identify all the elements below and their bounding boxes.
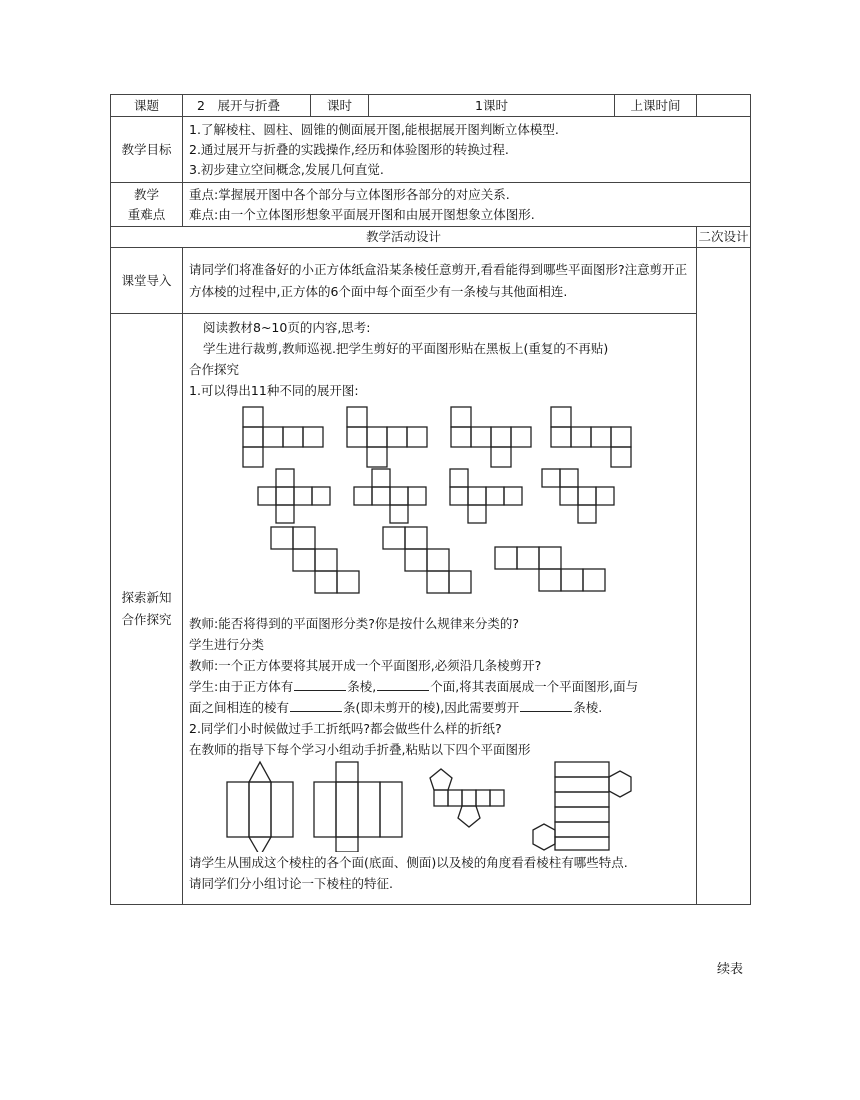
blank-cut-edges[interactable]: [520, 699, 572, 712]
key-points-label: 教学 重难点: [111, 183, 183, 227]
goals-content: [183, 117, 751, 183]
second-design-heading: 二次设计: [697, 227, 751, 248]
nets-intro: 1.可以得出11种不同的展开图:: [189, 383, 359, 398]
intro-label: 课堂导入: [111, 248, 183, 314]
cube-net-1: [243, 407, 323, 467]
lesson-plan-table: [110, 94, 751, 905]
cooperation-heading: 合作探究: [189, 362, 240, 377]
key-points-row: [111, 183, 751, 227]
period-label: 课时: [311, 95, 369, 117]
intro-text: 请同学们将准备好的小正方体纸盒沿某条棱任意剪开,看看能得到哪些平面图形?注意剪开正方体棱的过程中,正方体的6个面中每个面至少有一条棱与其他面相连.: [183, 248, 697, 314]
teacher-question-1: 教师:能否将得到的平面图形分类?你是按什么规律来分类的?: [189, 616, 519, 631]
cube-nets-svg: [189, 401, 669, 613]
group-discussion-prompt: 请同学们分小组讨论一下棱柱的特征.: [189, 876, 393, 891]
prism-nets-svg: [189, 760, 669, 852]
goals-label: 教学目标: [111, 117, 183, 183]
cube-net-4: [551, 407, 631, 467]
cube-net-10: [383, 527, 471, 593]
topic-value: 2 展开与折叠: [183, 95, 311, 117]
activity-design-heading: 教学活动设计: [111, 227, 697, 248]
cube-net-2: [347, 407, 427, 467]
triangular-prism-net: [227, 762, 293, 852]
teacher-question-2: 教师:一个正方体要将其展开成一个平面图形,必须沿几条棱剪开?: [189, 658, 542, 673]
blank-faces[interactable]: [377, 678, 429, 691]
cube-net-8: [542, 469, 614, 523]
blank-connected-edges[interactable]: [290, 699, 342, 712]
continued-label: 续表: [716, 962, 743, 977]
cube-nets-figure: [189, 401, 690, 613]
goal-item: 1.了解棱柱、圆柱、圆锥的侧面展开图,能根据展开图判断立体模型.: [189, 121, 559, 137]
goal-item: 3.初步建立空间概念,发展几何直觉.: [189, 161, 384, 177]
group-folding-instruction: 在教师的指导下每个学习小组动手折叠,粘贴以下四个平面图形: [189, 742, 531, 757]
cube-net-9: [271, 527, 359, 593]
reading-line: 阅读教材8~10页的内容,思考:: [203, 320, 371, 335]
second-design-cell: [697, 248, 751, 905]
goals-row: [111, 117, 751, 183]
time-value: [697, 95, 751, 117]
header-row: [111, 95, 751, 117]
hexagonal-prism-net: [533, 762, 631, 850]
design-header-row: [111, 227, 751, 248]
explore-label: 探索新知 合作探究: [111, 314, 183, 905]
cube-net-11: [495, 547, 605, 591]
student-answer-line-2: 面之间相连的棱有 条(即未剪开的棱),因此需要剪开 条棱.: [189, 700, 603, 715]
difficulty-text: 难点:由一个立体图形想象平面展开图和由展开图想象立体图形.: [189, 206, 535, 222]
cube-net-3: [451, 407, 531, 467]
topic-label: 课题: [111, 95, 183, 117]
focus-text: 重点:掌握展开图中各个部分与立体图形各部分的对应关系.: [189, 186, 510, 202]
explore-row: [111, 314, 751, 905]
prism-nets-figure: [189, 760, 690, 852]
pentagonal-prism-net: [430, 769, 504, 827]
key-points-content: [183, 183, 751, 227]
paper-folding-question: 2.同学们小时候做过手工折纸吗?都会做些什么样的折纸?: [189, 721, 502, 736]
period-value: 1课时: [369, 95, 615, 117]
time-label: 上课时间: [615, 95, 697, 117]
cube-net-5: [258, 469, 330, 523]
goal-item: 2.通过展开与折叠的实践操作,经历和体验图形的转换过程.: [189, 141, 509, 157]
cube-net-6: [354, 469, 426, 523]
student-classify: 学生进行分类: [189, 637, 265, 652]
intro-row: [111, 248, 751, 314]
cube-net-7: [450, 469, 522, 523]
rectangular-prism-net: [314, 762, 402, 852]
cutting-line: 学生进行裁剪,教师巡视.把学生剪好的平面图形贴在黑板上(重复的不再贴): [203, 341, 609, 356]
blank-edges[interactable]: [294, 678, 346, 691]
prism-features-prompt: 请学生从围成这个棱柱的各个面(底面、侧面)以及棱的角度看看棱柱有哪些特点.: [189, 855, 628, 870]
student-answer-line-1: 学生:由于正方体有 条棱, 个面,将其表面展成一个平面图形,面与: [189, 679, 639, 694]
explore-content: [183, 314, 697, 905]
